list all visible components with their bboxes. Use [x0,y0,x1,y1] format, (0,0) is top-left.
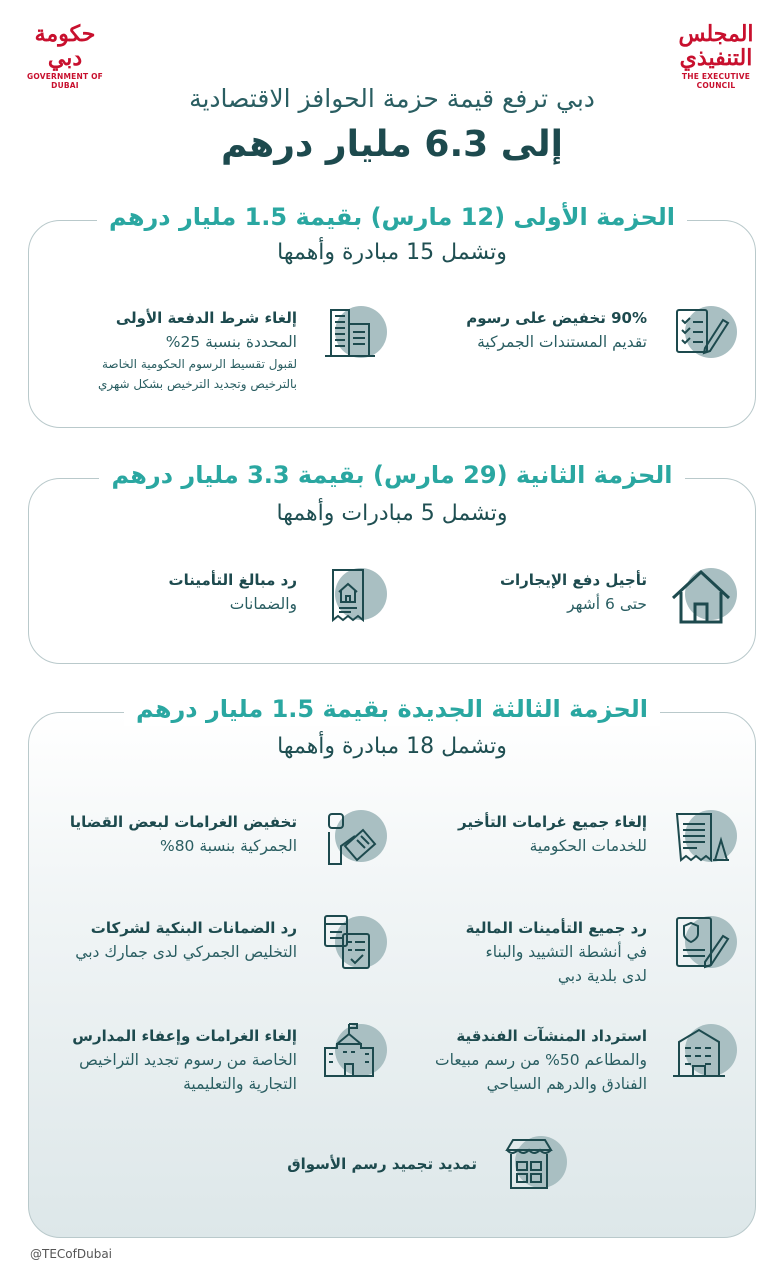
forms-checklist-icon [321,912,385,976]
government-of-dubai-logo: حكومة دبي GOVERNMENT OF DUBAI [27,21,103,90]
page-title-line2: إلى 6.3 مليار درهم [221,124,563,165]
school-icon [321,1020,385,1084]
executive-council-logo: المجلس التنفيذي THE EXECUTIVE COUNCIL [678,21,754,90]
package-1-heading: الحزمة الأولى (12 مارس) بقيمة 1.5 مليار درهم [0,200,784,234]
package-3-heading: الحزمة الثالثة الجديدة بقيمة 1.5 مليار درهم [0,692,784,726]
house-icon [671,564,735,628]
building-icon [321,302,385,366]
package-2-heading: الحزمة الثانية (29 مارس) بقيمة 3.3 مليار درهم [0,458,784,492]
document-cone-icon [671,806,735,870]
package-2-subtitle: وتشمل 5 مبادرات وأهمها [276,501,508,526]
hotel-icon [671,1020,735,1084]
package-3-subtitle: وتشمل 18 مبادرة وأهمها [277,734,507,759]
shield-document-icon [671,912,735,976]
receipt-house-icon [321,564,385,628]
twitter-handle: @TECofDubai [30,1247,113,1261]
market-stall-icon [501,1132,565,1196]
customs-stamp-icon [321,806,385,870]
page-title-line1: دبي ترفع قيمة حزمة الحوافز الاقتصادية [189,84,595,113]
document-pen-icon [671,302,735,366]
package-1-subtitle: وتشمل 15 مبادرة وأهمها [277,240,507,265]
